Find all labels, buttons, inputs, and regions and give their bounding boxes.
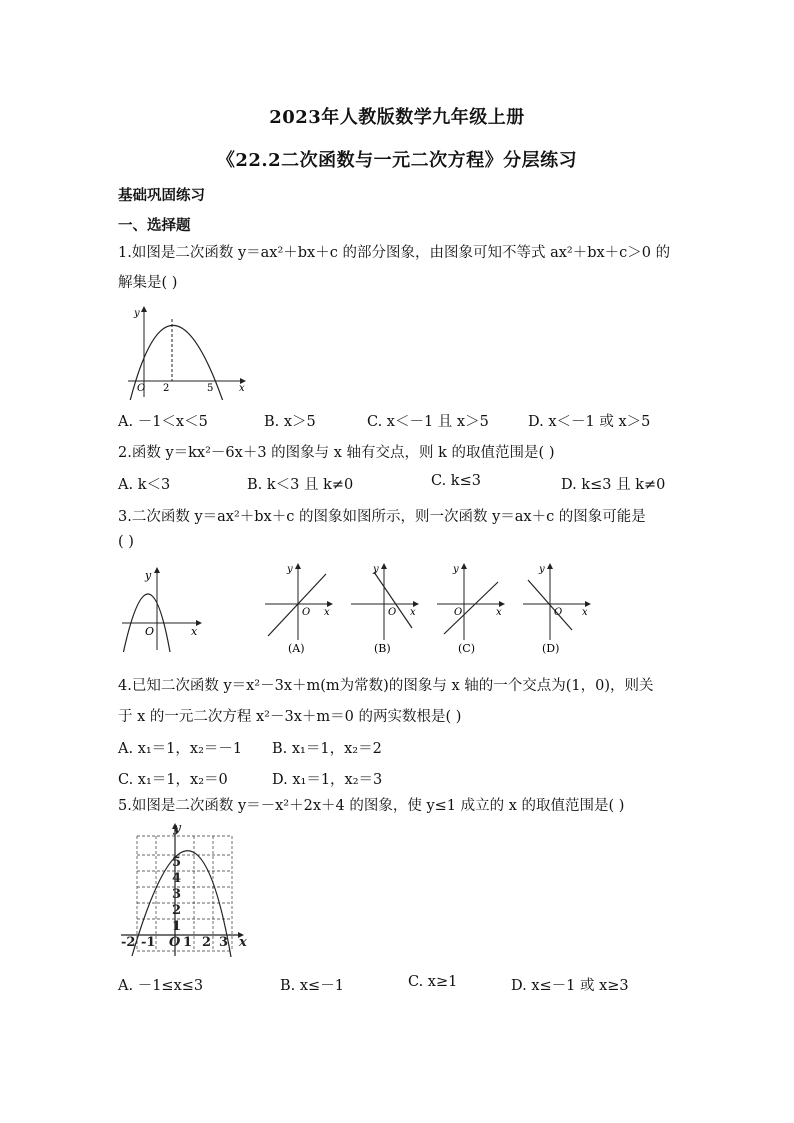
svg-text:(A): (A) bbox=[288, 642, 305, 655]
q3-line2: ( ) bbox=[118, 534, 134, 550]
q5-grid bbox=[137, 836, 232, 951]
q3-choice-c-line bbox=[444, 582, 498, 634]
q1-figure bbox=[124, 303, 254, 400]
svg-text:1: 1 bbox=[172, 919, 182, 934]
q3-line1: 3.二次函数 y＝ax²＋bx＋c 的图象如图所示，则一次函数 y＝ax＋c 的图象可能是 bbox=[118, 509, 646, 525]
q2-option-c[interactable]: C. k≤3 bbox=[431, 473, 481, 489]
q4-option-b[interactable]: B. x₁＝1，x₂＝2 bbox=[272, 741, 382, 757]
svg-text:x: x bbox=[239, 935, 247, 950]
q1-label-x: x bbox=[239, 383, 245, 394]
section-heading: 基础巩固练习 bbox=[118, 187, 205, 204]
svg-text:5: 5 bbox=[172, 855, 182, 870]
svg-text:O: O bbox=[388, 607, 397, 618]
q5-figure bbox=[117, 820, 257, 960]
q1-label-y: y bbox=[134, 308, 140, 319]
q1-label-two: 2 bbox=[163, 383, 170, 394]
q5-option-d[interactable]: D. x≤－1 或 x≥3 bbox=[511, 978, 629, 994]
q3-main-label-x: x bbox=[191, 625, 198, 638]
q5-option-a[interactable]: A. －1≤x≤3 bbox=[118, 978, 204, 994]
q2-option-a[interactable]: A. k＜3 bbox=[118, 477, 171, 493]
svg-text:2: 2 bbox=[172, 903, 182, 918]
svg-text:3: 3 bbox=[219, 935, 229, 950]
q1-option-b[interactable]: B. x＞5 bbox=[264, 414, 316, 430]
svg-text:-2: -2 bbox=[121, 935, 136, 950]
q2-option-b[interactable]: B. k＜3 且 k≠0 bbox=[247, 477, 354, 493]
q3-main-y-arrow bbox=[154, 567, 160, 573]
svg-text:O: O bbox=[454, 607, 463, 618]
q1-option-a[interactable]: A. －1＜x＜5 bbox=[118, 414, 208, 430]
q5-option-c[interactable]: C. x≥1 bbox=[408, 974, 458, 990]
svg-text:-1: -1 bbox=[141, 935, 156, 950]
q3-choice-d[interactable] bbox=[520, 560, 598, 660]
svg-text:2: 2 bbox=[202, 935, 212, 950]
svg-text:3: 3 bbox=[172, 887, 182, 902]
q1-option-c[interactable]: C. x＜－1 且 x＞5 bbox=[367, 414, 489, 430]
svg-text:4: 4 bbox=[172, 871, 182, 886]
q2-option-d[interactable]: D. k≤3 且 k≠0 bbox=[561, 477, 666, 493]
q2-line1: 2.函数 y＝kx²－6x＋3 的图象与 x 轴有交点，则 k 的取值范围是( ) bbox=[118, 445, 555, 461]
q3-main-label-y: y bbox=[145, 569, 152, 582]
q4-option-c[interactable]: C. x₁＝1，x₂＝0 bbox=[118, 772, 228, 788]
svg-text:y: y bbox=[173, 821, 181, 836]
q4-option-a[interactable]: A. x₁＝1，x₂＝－1 bbox=[118, 741, 243, 757]
q1-line2: 解集是( ) bbox=[118, 275, 178, 291]
q1-label-five: 5 bbox=[207, 383, 214, 394]
q4-option-d[interactable]: D. x₁＝1，x₂＝3 bbox=[272, 772, 383, 788]
svg-text:x: x bbox=[496, 607, 502, 618]
q5-line1: 5.如图是二次函数 y＝－x²＋2x＋4 的图象，使 y≤1 成立的 x 的取值范围是( ) bbox=[118, 798, 625, 814]
svg-text:(C): (C) bbox=[458, 642, 475, 655]
q1-label-origin: O bbox=[137, 383, 146, 394]
svg-text:x: x bbox=[324, 607, 330, 618]
q3-choice-b[interactable] bbox=[348, 560, 426, 660]
svg-text:x: x bbox=[582, 607, 588, 618]
svg-text:(D): (D) bbox=[542, 642, 560, 655]
q1-y-arrow bbox=[141, 306, 147, 312]
q3-choice-c[interactable] bbox=[434, 560, 512, 660]
svg-text:O: O bbox=[554, 607, 563, 618]
q3-choice-a[interactable] bbox=[262, 560, 340, 660]
q3-choice-a-line bbox=[268, 574, 326, 636]
svg-text:O: O bbox=[302, 607, 311, 618]
q3-main-label-origin: O bbox=[145, 625, 155, 638]
q1-line1: 1.如图是二次函数 y＝ax²＋bx＋c 的部分图象，由图象可知不等式 ax²＋bx＋c＞0 的 bbox=[118, 245, 671, 261]
q1-option-d[interactable]: D. x＜－1 或 x＞5 bbox=[528, 414, 651, 430]
svg-text:O: O bbox=[169, 935, 181, 950]
svg-text:x: x bbox=[410, 607, 416, 618]
q4-line2: 于 x 的一元二次方程 x²－3x＋m＝0 的两实数根是( ) bbox=[118, 709, 462, 725]
q3-choice-b-line bbox=[374, 572, 412, 628]
q4-line1: 4.已知二次函数 y＝x²－3x＋m(m为常数)的图象与 x 轴的一个交点为(1，0)，则关 bbox=[118, 678, 654, 694]
part-heading: 一、选择题 bbox=[118, 217, 191, 234]
svg-text:(B): (B) bbox=[374, 642, 391, 655]
q5-option-b[interactable]: B. x≤－1 bbox=[280, 978, 344, 994]
title-line1: 2023年人教版数学九年级上册 bbox=[269, 107, 525, 128]
svg-text:y: y bbox=[539, 564, 545, 575]
q3-main-figure bbox=[117, 562, 207, 652]
svg-text:y: y bbox=[453, 564, 459, 575]
svg-text:y: y bbox=[287, 564, 293, 575]
svg-text:y: y bbox=[373, 564, 379, 575]
svg-text:1: 1 bbox=[183, 935, 193, 950]
title-line2: 《22.2二次函数与一元二次方程》分层练习 bbox=[216, 150, 578, 171]
